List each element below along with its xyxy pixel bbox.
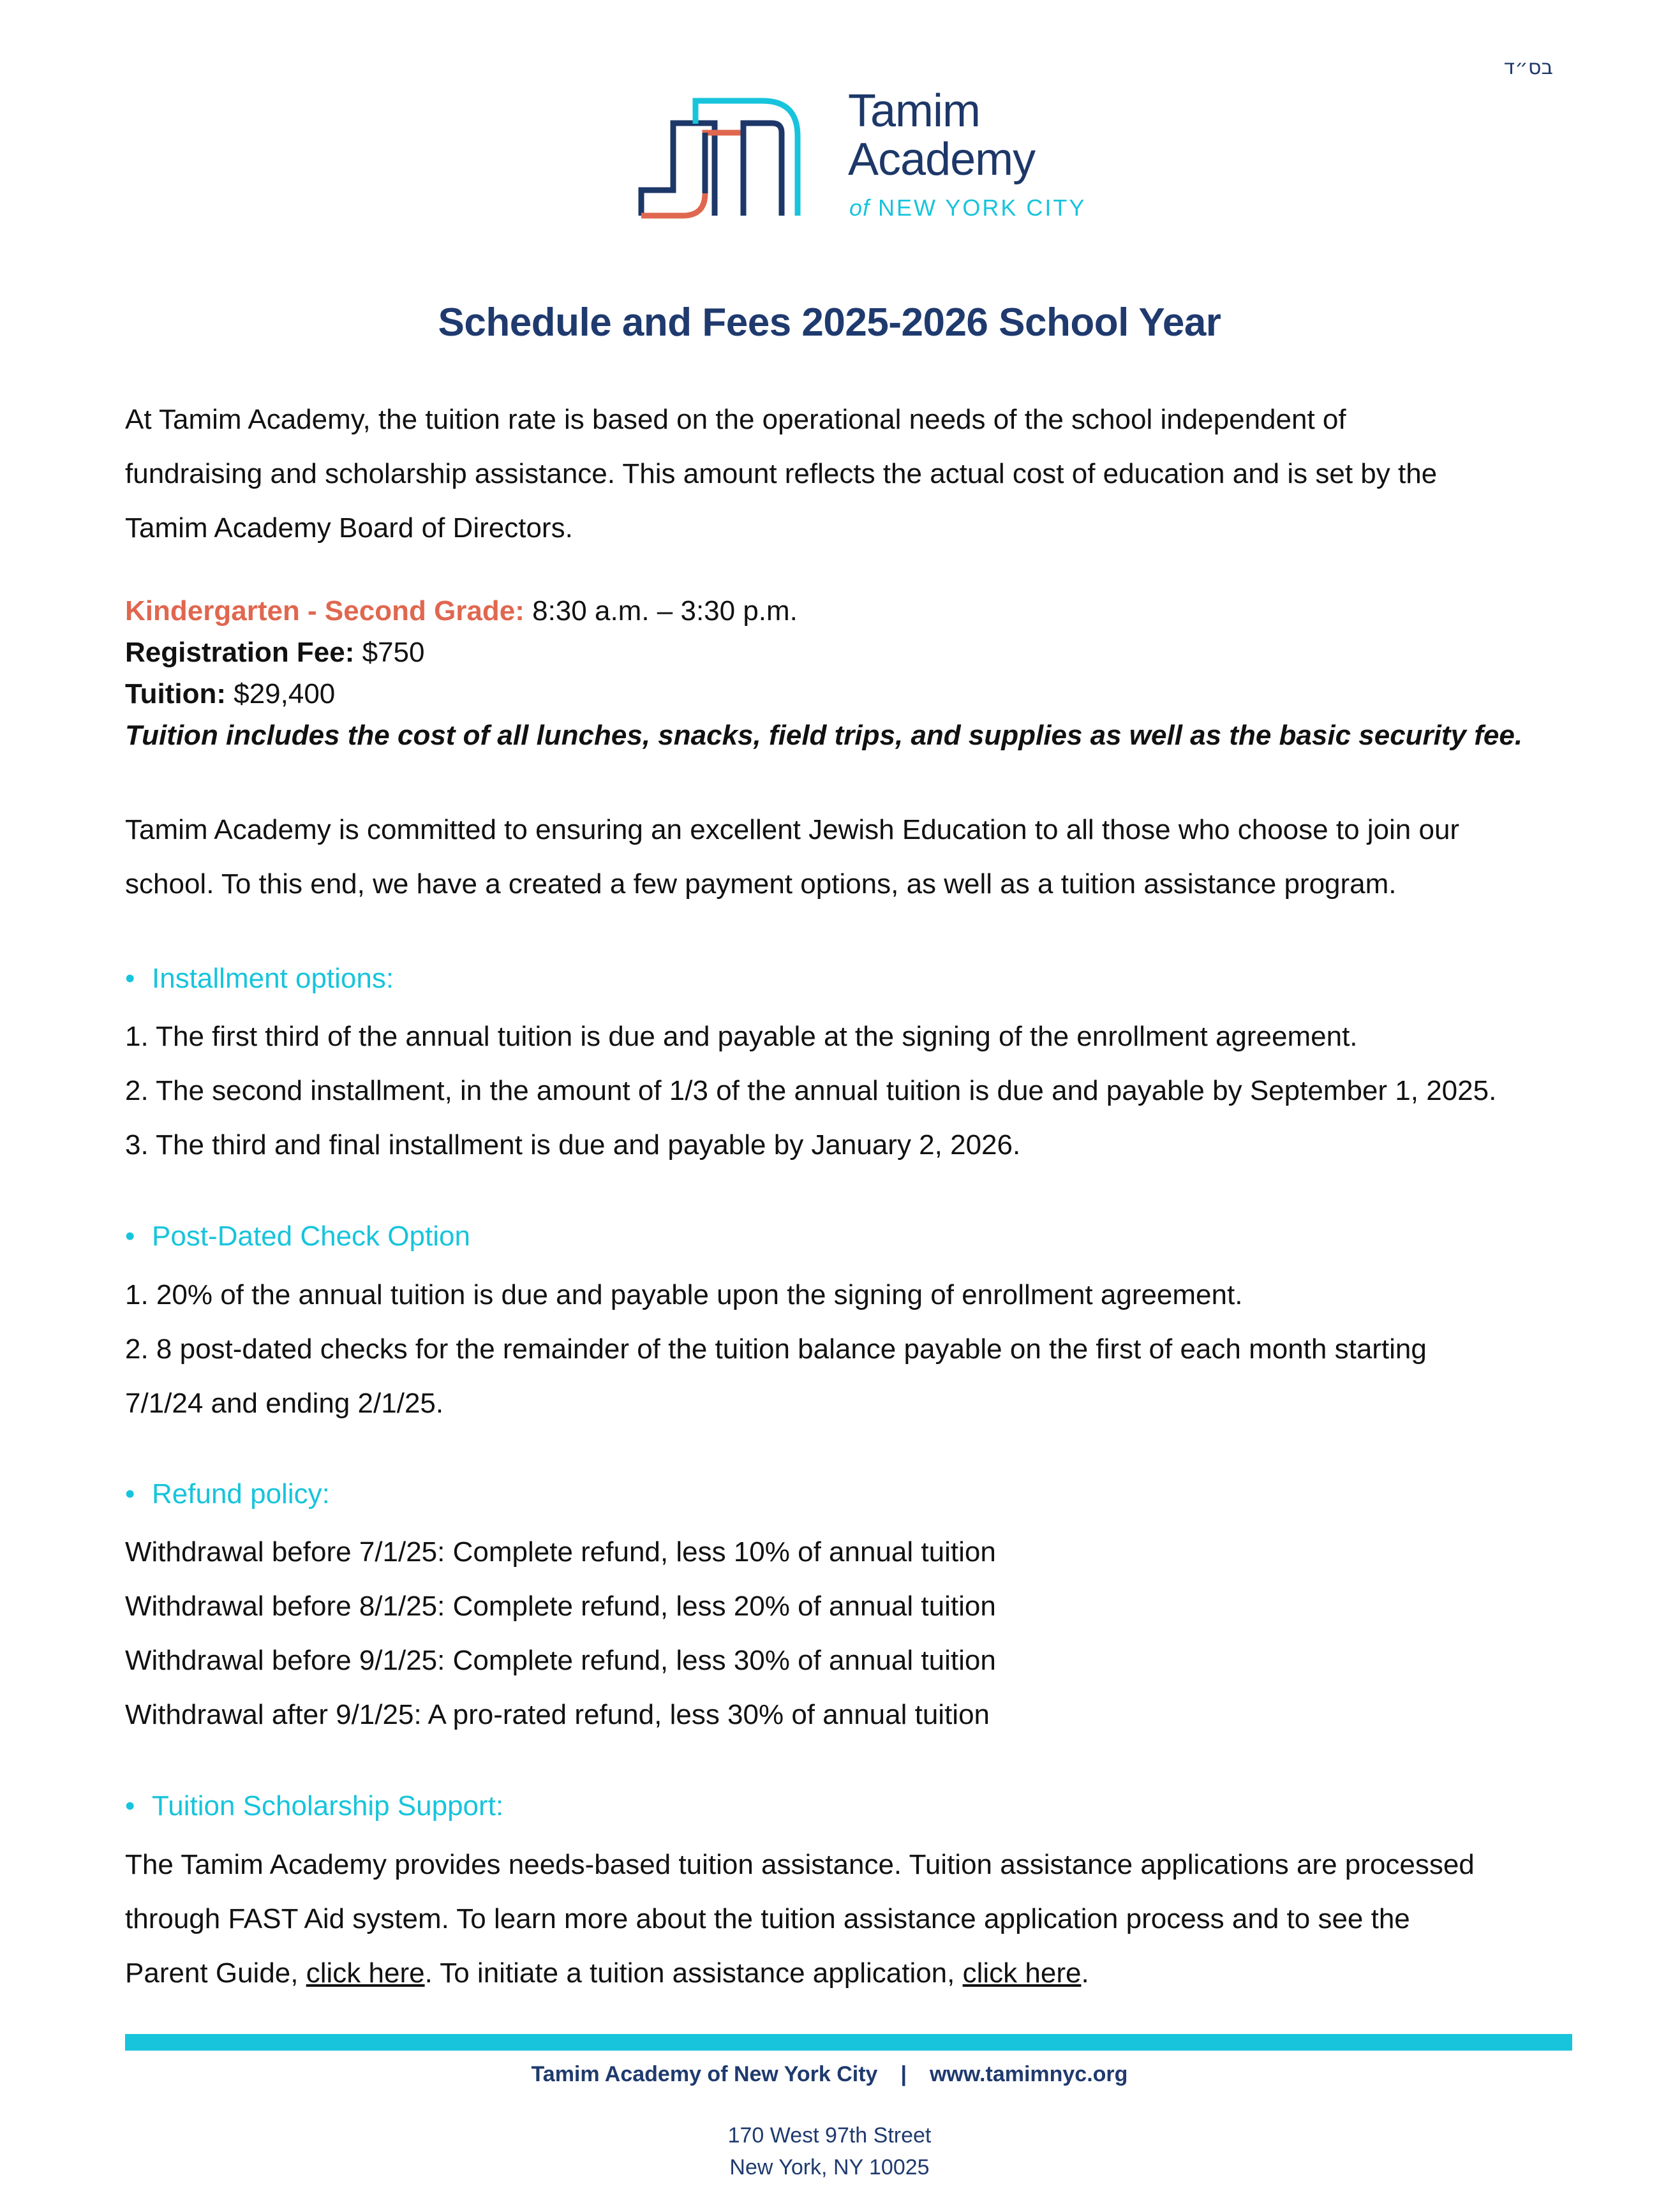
scholarship-text: . (1081, 1957, 1089, 1989)
registration-fee-label: Registration Fee: (125, 637, 355, 668)
list-item: 2. The second installment, in the amount of 1/3 of the annual tuition is due and payable by September 1, 2025. (125, 1075, 1497, 1106)
bullet-icon: • (125, 963, 135, 994)
grade-label: Kindergarten - Second Grade: (125, 595, 524, 627)
refund-list (125, 1525, 1593, 1742)
grade-hours-line (125, 590, 1580, 632)
registration-fee-value: $750 (354, 637, 425, 668)
list-item: 1. The first third of the annual tuition is due and payable at the signing of the enrollment agreement. (125, 1021, 1358, 1052)
tuition-application-link[interactable]: click here (962, 1957, 1082, 1989)
installment-heading (125, 965, 394, 993)
installment-list (125, 1009, 1593, 1172)
refund-heading (125, 1480, 330, 1508)
tuition-line (125, 673, 1580, 715)
address-line: 170 West 97th Street (727, 2123, 932, 2148)
scholarship-line: through FAST Aid system. To learn more about the tuition assistance application process and to see the (125, 1903, 1410, 1934)
logo-arch-icon (629, 88, 820, 222)
list-item: 1. 20% of the annual tuition is due and payable upon the signing of enrollment agreement. (125, 1279, 1243, 1310)
logo-sub-of: of (849, 195, 870, 221)
intro-line: fundraising and scholarship assistance. This amount reflects the actual cost of education and is set by the (125, 458, 1438, 489)
list-item: 2. 8 post-dated checks for the remainder of the tuition balance payable on the first of each month starting (125, 1333, 1427, 1365)
school-hours: 8:30 a.m. – 3:30 p.m. (524, 595, 798, 627)
commitment-paragraph (125, 803, 1580, 911)
intro-paragraph (125, 392, 1580, 555)
footer-divider (125, 2034, 1572, 2051)
postdated-list (125, 1268, 1593, 1430)
logo-subtitle (849, 197, 1086, 219)
footer-org-name: Tamim Academy of New York City (531, 2062, 878, 2086)
tamim-academy-logo (629, 85, 1088, 230)
postdated-heading (125, 1222, 470, 1251)
bullet-icon: • (125, 1221, 135, 1252)
logo-sub-city: NEW YORK CITY (878, 195, 1087, 221)
list-item: Withdrawal before 7/1/25: Complete refund, less 10% of annual tuition (125, 1536, 996, 1568)
scholarship-line: The Tamim Academy provides needs-based tuition assistance. Tuition assistance applications are processed (125, 1849, 1475, 1880)
footer-website-link[interactable]: www.tamimnyc.org (929, 2062, 1128, 2086)
scholarship-paragraph (125, 1837, 1593, 2000)
address-line: New York, NY 10025 (729, 2155, 930, 2179)
logo-name-line2: Academy (848, 134, 1036, 185)
scholarship-line-links (125, 1946, 1593, 2000)
bullet-icon: • (125, 1790, 135, 1822)
tuition-value: $29,400 (226, 678, 336, 709)
installment-heading-text: Installment options: (152, 963, 394, 994)
page-title: Schedule and Fees 2025-2026 School Year (438, 301, 1221, 345)
commitment-line: Tamim Academy is committed to ensuring an excellent Jewish Education to all those who choose to join our (125, 814, 1460, 845)
scholarship-heading (125, 1792, 503, 1820)
list-item: 3. The third and final installment is due and payable by January 2, 2026. (125, 1129, 1021, 1161)
scholarship-text: . To initiate a tuition assistance application, (424, 1957, 963, 1989)
commitment-line: school. To this end, we have a created a few payment options, as well as a tuition assistance program. (125, 868, 1397, 900)
tuition-label: Tuition: (125, 678, 226, 709)
parent-guide-link[interactable]: click here (306, 1957, 425, 1989)
footer-separator: | (900, 2062, 907, 2086)
list-item: Withdrawal after 9/1/25: A pro-rated refund, less 30% of annual tuition (125, 1699, 990, 1730)
scholarship-text: Parent Guide, (125, 1957, 306, 1989)
tuition-includes-note: Tuition includes the cost of all lunches, snacks, field trips, and supplies as well as the basic security fee. (125, 720, 1523, 751)
intro-line: Tamim Academy Board of Directors. (125, 512, 573, 544)
postdated-heading-text: Post-Dated Check Option (152, 1221, 470, 1252)
logo-name-line1: Tamim (848, 85, 980, 137)
refund-heading-text: Refund policy: (152, 1478, 330, 1510)
bullet-icon: • (125, 1478, 135, 1510)
intro-line: At Tamim Academy, the tuition rate is based on the operational needs of the school independent of (125, 404, 1346, 435)
program-details (125, 590, 1580, 756)
hebrew-header-mark: בס״ד (1503, 55, 1553, 79)
list-item: 7/1/24 and ending 2/1/25. (125, 1388, 444, 1419)
scholarship-heading-text: Tuition Scholarship Support: (152, 1790, 504, 1822)
footer-contact (0, 2060, 1659, 2090)
list-item: Withdrawal before 8/1/25: Complete refund, less 20% of annual tuition (125, 1591, 996, 1622)
list-item: Withdrawal before 9/1/25: Complete refund, less 30% of annual tuition (125, 1645, 996, 1676)
registration-fee-line (125, 632, 1580, 673)
footer-address (0, 2119, 1659, 2183)
